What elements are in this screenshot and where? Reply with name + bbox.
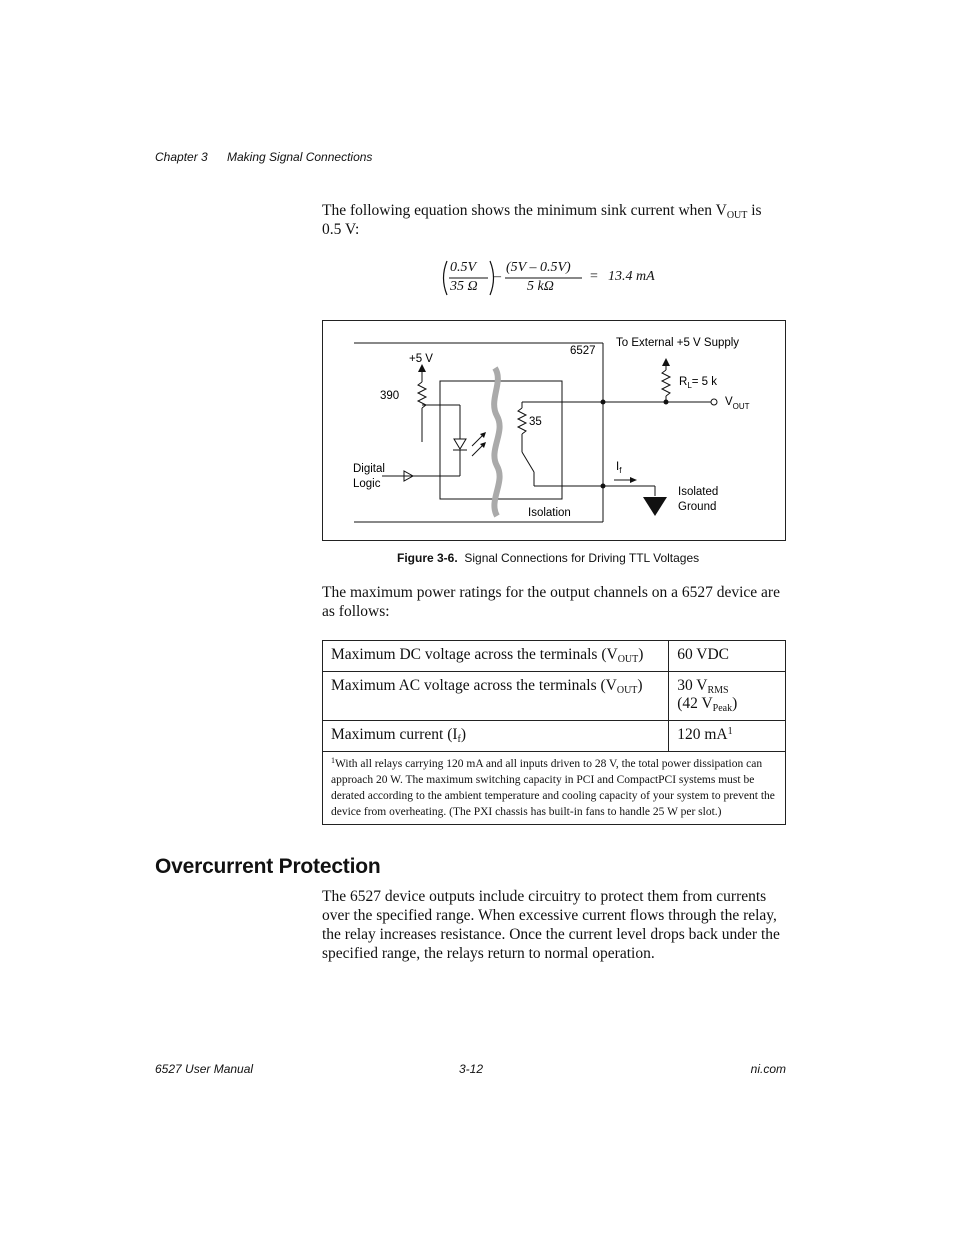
footer-page-number: 3-12 (459, 1062, 484, 1076)
relay-switch-icon (522, 452, 534, 472)
table-row (323, 721, 786, 752)
intro-text: The following equation shows the minimum sink current when V (322, 202, 727, 219)
power-intro-line2: as follows: (322, 603, 390, 620)
intro-text-after: is (747, 202, 762, 219)
frac2-numerator: (5V – 0.5V) (506, 260, 571, 275)
table-cell-label: Maximum AC voltage across the terminals $(V_{OUT})$ (323, 672, 669, 721)
power-ratings-table (322, 640, 786, 825)
led-icon (454, 439, 466, 449)
intro-vout-sub: OUT (726, 210, 748, 221)
frac1-denominator: 35 Ω (450, 279, 478, 294)
figure-caption-label: Figure 3-6. (397, 551, 458, 565)
table-row (323, 641, 786, 672)
table-cell-value: 120 $mA^1$ (669, 721, 786, 752)
label-35: 35 (529, 416, 542, 428)
label-ground: Ground (678, 501, 717, 513)
equation-result: 13.4 mA (608, 269, 655, 284)
label-if: $I_f$ (616, 461, 622, 475)
figure-caption (397, 551, 699, 565)
isolation-barrier (494, 368, 499, 516)
frac2-denominator: 5 kΩ (527, 279, 554, 294)
table-footnote: $^1$With all relays carrying 120 mA and all inputs driven to 28 V, the total power dissipation can approach 20 W. The maximum switching capacity in PCI and CompactPCI systems must be derated according to the ambient temperature and cooling capacity of your system to prevent the device from overheating. (The PXI chassis has built-in fans to handle 25 W per slot.) (323, 752, 786, 825)
label-digital: Digital (353, 463, 385, 475)
running-header-title: Making Signal Connections (227, 150, 373, 164)
table-row (323, 752, 786, 825)
intro-line2: 0.5 V: (322, 221, 360, 238)
power-intro-line1: The maximum power ratings for the output channels on a 6527 device are (322, 584, 780, 601)
running-header-chapter: Chapter 3 (155, 150, 208, 164)
table-cell-value: 60 VDC (669, 641, 786, 672)
sink-current-equation (438, 258, 678, 298)
ttl-circuit-diagram (322, 320, 787, 542)
overcurrent-paragraph: The 6527 device outputs include circuitry to protect them from currents over the specified range. When excessive current flows through the relay, the relay increases resistance. Once the current level drops back under the specified range, the relays return to normal operation. (322, 888, 780, 962)
table-row (323, 672, 786, 721)
equals-sign: = (590, 269, 598, 284)
power-ratings-intro (322, 583, 792, 621)
label-390: 390 (380, 390, 400, 402)
label-rl: $R_L= 5$ k (679, 376, 718, 390)
label-isolated: Isolated (678, 486, 719, 498)
section-heading: Overcurrent Protection (155, 855, 381, 878)
footer-manual-title: 6527 User Manual (155, 1062, 254, 1076)
resistor-35-icon (518, 408, 526, 434)
minus-sign: – (494, 269, 501, 284)
load-resistor-icon (662, 370, 670, 396)
table-cell-value: 30 $V_{RMS}$ (42 $V_{Peak}$) (669, 672, 786, 721)
figure-caption-text: Signal Connections for Driving TTL Voltages (464, 551, 700, 565)
label-vout: $V_{OUT}$ (725, 396, 750, 411)
table-cell-label: Maximum current $(I_f)$ (323, 721, 669, 752)
label-plus5v: +5 V (409, 353, 433, 365)
plus5v-arrow-icon (418, 364, 426, 372)
ext-supply-arrow-icon (662, 358, 670, 366)
intro-paragraph (322, 201, 792, 239)
label-6527: 6527 (570, 345, 596, 357)
frac1-numerator: 0.5V (450, 260, 477, 275)
footer-website: ni.com (750, 1062, 786, 1076)
ground-icon (643, 497, 667, 516)
resistor-390-icon (418, 382, 426, 408)
label-ext-supply: To External +5 V Supply (616, 337, 740, 349)
table-cell-label: Maximum DC voltage across the terminals $(V_{OUT})$ (323, 641, 669, 672)
label-isolation: Isolation (528, 507, 571, 519)
label-logic: Logic (353, 478, 381, 490)
vout-terminal-icon (711, 399, 717, 405)
